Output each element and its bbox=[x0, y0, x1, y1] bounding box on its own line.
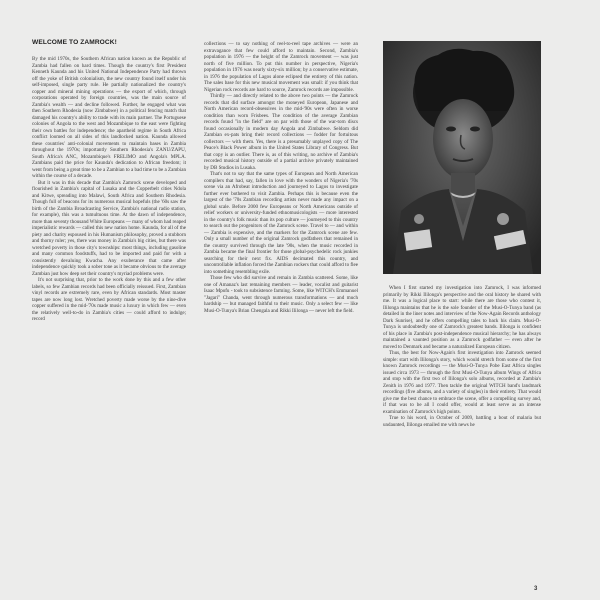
paragraph: That's not to say that the same types of European and North American compilers that had, say, fallen in love with the wonders of Nigeria's '70s scene via an Afrobeat introduction and journeyed to Lagos to investigate further ever bothered to visit Zambia. Perhaps this is because even the largest of the '70s Zambian recording artists never made any impact on a global scale. Before 2000 few Europeans or North Americans outside of relief workers or university-funded ethnomusicologists — more interested in the country's folk music than its pop culture — journeyed to this country to search out the progenitors of the Zamrock scene. Travel to — and within — Zambia is expensive, and the markers for the Zamrock scene are few. Only a small number of the original Zamrock godfathers that remained in the country survived through the late '90s, when the music recorded in Zambia became the final frontier for those global-psychedelic rock junkies searching for their next fix. AIDS decimated this country, and uncontrollable inflation forced the Zambian rockers that could afford to flee into something resembling exile. bbox=[204, 171, 358, 275]
page-number: 3 bbox=[534, 586, 538, 592]
paragraph: When I first started my investigation into Zamrock, I was informed primarily by Rikki Ililonga's perspective and the oral history he shared with me. It was a logical place to start: while there are those who contest it, Ililonga maintains that he is the sole founder of the Musi-O-Tunya band (as detailed in the liner notes and interview of the Now-Again Records anthology Dark Sunrise), and he offers compelling tales to back his claim. Musi-O-Tunya is undoubtedly one of Zamrock's greatest bands. Ililonga is confident of his place in Zambia's post-independence musical hierarchy; he has always maintained a vaunted position as a Zamrock godfather — even after he moved to Denmark and became a naturalized European citizen. bbox=[383, 285, 541, 350]
paragraph: collections — to say nothing of reel-to-reel tape archives — were an extravagance that few could afford to maintain. Second, Zambia's population in 1976 — the height of the Zamrock movement — was just north of five million. To put this number in perspective, Nigeria's population in 1976 was nearly sixty-six million; by a conservative estimate, in 1976 the population of Lagos alone eclipsed the entirety of this nation. The sales base for this new musical movement was small: if you think that Nigerian rock records are hard to source, Zamrock records are impossible. bbox=[204, 41, 358, 93]
paragraph: But it was in this decade that Zambia's Zamrock scene developed and flourished in Zambia's capital of Lusaka and the Copperbelt cities Ndola and Kitwe, spreading into Malawi, South Africa and Southern Rhodesia. Though full of beacons for its numerous musical hopefuls (the '60s saw the birth of the Zambia Broadcasting Service, Zambia's national radio station, for example), this was a tumultuous time. At the dawn of independence, more than seventy thousand White Europeans — many of whom had reaped imperialistic rewards — called this new nation home. Kaunda, for all of the piety and charity espoused in his Humanism philosophy, proved a stubborn and thorny ruler; yes, there was money in Zambia's big cities, but there was wretched poverty in those city's townships: most things, including gasoline and many common foodstuffs, had to be imported and paid for with a consistently devaluing Kwacha. Any exuberance that came after independence quickly took a sober tone as it became obvious to the average Zambian just how deep set their country's myriad problems were. bbox=[32, 179, 186, 277]
paragraph: By the mid 1970s, the Southern African nation known as the Republic of Zambia had fallen on hard times. Though the country's first President Kenneth Kaunda and his United National Independence Party had thrown off the yoke of British colonialism, the new country found itself under his self-imposed, single party rule. He partially nationalized the country's copper and mineral mining operations — the export of which, through corporations operated by foreign countries, was the main source of Zambia's wealth — and decline followed. Further, he engaged what was then Southern Rhodesia (now Zimbabwe) in a political fencing match that damaged his country's ability to trade with its main partner. The Portuguese colonies of Angola to the west and Mozambique to the east were fighting their own battles for independence; the apartheid regime in South Africa conflict loomed on all sides of this landlocked nation. Kaunda allowed these countries' anti-colonial movements to maintain bases in Zambia throughout the 1970s; importantly Southern Rhodesia's ZANU/ZAPU, South Africa's ANC, Mozambique's FRELIMO and Angola's MPLA. Zambians paid the price for Kaunda's dedication to African freedom; it went from being a great time to be a Zambian to a bad time to be a Zambian within the course of a decade. bbox=[32, 56, 186, 179]
text-column-1 bbox=[32, 56, 186, 323]
portrait-image bbox=[383, 41, 541, 274]
portrait-photo bbox=[383, 41, 541, 274]
paragraph: It's not surprising that, prior to the work done by this and a few other labels, so few Zambian records had been officially reissued. First, Zambian vinyl records are extremely rare, even by African standards. Most master tapes are now long lost. Wretched poverty made worse by the nine-dive copper suffered in the mid-'70s made music a luxury in which few — even the relatively well-to-do in Zambia's cities — could afford to indulge; record bbox=[32, 277, 186, 322]
paragraph: True to his word, in October of 2009, battling a bout of malaria but undaunted, Ililonga emailed me with news he bbox=[383, 415, 541, 428]
paragraph: Thirdly — and directly related to the above two points — the Zamrock records that did surface amongst the moneyed European, Japanese and North American record-obsessives in the mid-'90s were often in worse condition than worn Frisbees. The condition of the average Zambian records found "in the field" are on par with those of the war-torn discs found occasionally in modern day Angola and Zimbabwe. Seldom did Zambian ex-pats bring their record collections — fodder for fortuitous collectors — with them. Yes, there is a presumably unplayed copy of The Peace's Black Power album in the United States Library of Congress. But that copy is an outlier. There is, as of this writing, no archive of Zambia's recorded musical history outside of a partial archive privately maintained by DB Studios in Lusaka. bbox=[204, 93, 358, 171]
paragraph: Those few who did survive and remain in Zambia scattered. Some, like one of Amanaz's last remaining members — leader, vocalist and guitarist Isaac Mpofu - took to subsistence farming. Some, like WITCH's Emmanuel "Jagari" Chanda, went through numerous transformations — and much hardship — but managed faithful to their music. Only a select few — like Musi-O-Tunya's Brian Chengala and Rikki Ililonga — never left the field. bbox=[204, 275, 358, 314]
text-column-2 bbox=[204, 41, 358, 314]
paragraph: Thus, the best for Now-Again's first investigation into Zamrock seemed simple: start with Ililonga's story, which would stretch from some of the first known Zamrock recordings — the Musi-O-Tunya Pobe East Africa singles issued circa 1973 — through the first Musi-O-Tunya album Wings of Africa and stop with the first two of Ililonga's solo albums, recorded at Zambia's Zenith in 1976 and 1977. Then tackle the original WITCH band's landmark recordings (five albums, and a variety of singles) in their entirety. That would give me the best chance to embrace the scene, offer a compelling survey and, if that was to be all I could offer, would at least serve as an intense examination of Zamrock's high points. bbox=[383, 350, 541, 415]
article-heading: WELCOME TO ZAMROCK! bbox=[32, 39, 117, 46]
text-column-3 bbox=[383, 285, 541, 428]
